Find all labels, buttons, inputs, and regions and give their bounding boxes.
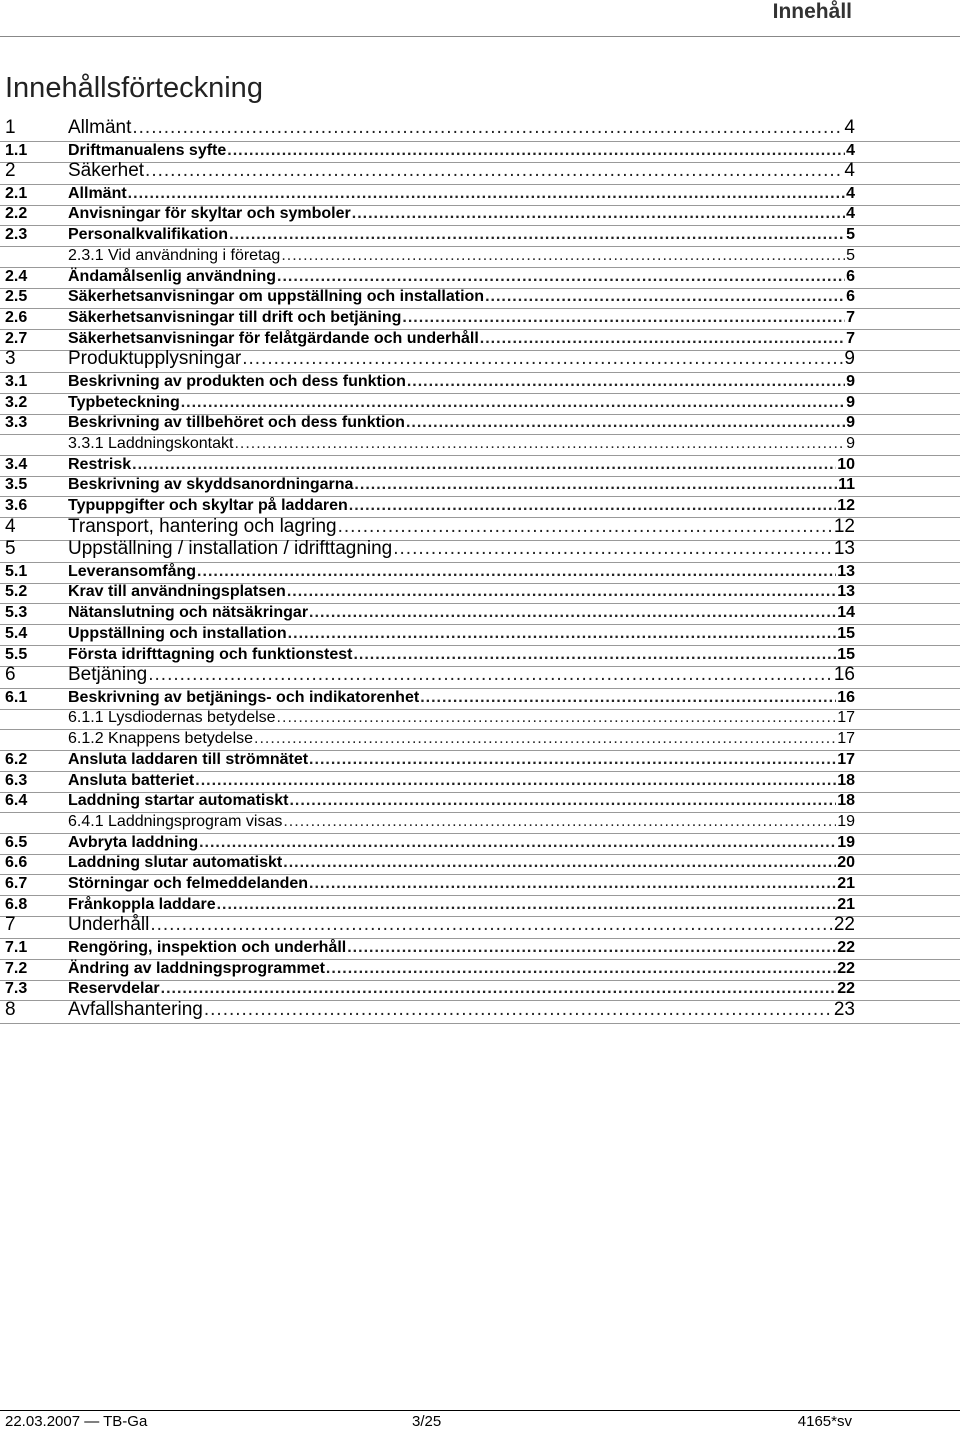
toc-entry-title: Transport, hantering och lagring: [68, 515, 337, 537]
toc-dot-leader: [309, 604, 836, 622]
toc-dot-leader: [145, 160, 843, 182]
toc-entry-body: [68, 875, 855, 893]
toc-entry-page: 10: [837, 455, 855, 473]
toc-entry-page: 4: [846, 205, 855, 223]
toc-entry-body: [68, 117, 855, 139]
toc-entry-title: Ansluta laddaren till strömnätet: [68, 750, 309, 768]
toc-entry-number: 6.5: [5, 833, 28, 851]
toc-dot-leader: [132, 456, 836, 474]
toc-dot-leader: [309, 875, 836, 893]
toc-entry-body: [68, 604, 855, 622]
toc-entry-page: 9: [844, 348, 855, 370]
toc-dot-leader: [227, 142, 845, 160]
toc-entry-page: 6: [846, 267, 855, 285]
toc-entry-page: 22: [837, 938, 855, 956]
toc-entry-number: 6.2: [5, 750, 28, 768]
toc-dot-leader: [349, 497, 836, 515]
toc-entry-number: 1.1: [5, 141, 28, 159]
toc-entry-page: 20: [837, 854, 855, 872]
toc-entry-number: 6.8: [5, 895, 28, 913]
toc-entry-number: 3: [5, 348, 16, 370]
toc-entry-page: 19: [837, 812, 855, 830]
toc-entry-title: Störningar och felmeddelanden: [68, 875, 309, 892]
toc-entry-title: Rengöring, inspektion och underhåll: [68, 938, 347, 956]
toc-entry-body: [68, 205, 855, 223]
toc-entry[interactable]: [0, 664, 960, 689]
toc-entry-number: 8: [5, 999, 16, 1020]
toc-dot-leader: [480, 330, 845, 348]
toc-entry-title: Laddning startar automatiskt: [68, 792, 289, 810]
toc-entry-number: 5.2: [5, 583, 28, 601]
toc-entry[interactable]: [0, 876, 960, 896]
toc-entry-body: [68, 834, 855, 852]
toc-entry-title: Beskrivning av skyddsanordningarna: [68, 476, 354, 494]
toc-entry-number: 3.2: [5, 393, 28, 411]
toc-entry-title: Frånkoppla laddare: [68, 895, 216, 913]
toc-entry-body: [68, 268, 855, 286]
toc-entry-page: 9: [846, 434, 855, 452]
header-divider: [0, 36, 960, 37]
toc-dot-leader: [347, 939, 836, 957]
toc-entry-page: 9: [846, 393, 855, 411]
toc-dot-leader: [406, 414, 845, 432]
toc-entry-title: Anvisningar för skyltar och symboler: [68, 205, 351, 223]
toc-entry-title: Driftmanualens syfte: [68, 141, 227, 159]
toc-entry-number: 6.7: [5, 875, 28, 892]
toc-entry-page: 4: [844, 160, 855, 182]
toc-entry-page: 4: [846, 141, 855, 159]
toc-entry-title: Leveransomfång: [68, 562, 197, 580]
toc-entry[interactable]: [0, 395, 960, 415]
toc-entry-number: 6.6: [5, 854, 28, 872]
toc-entry-page: 15: [837, 645, 855, 663]
toc-entry-number: 1: [5, 117, 16, 138]
toc-entry[interactable]: [0, 310, 960, 330]
toc-entry-page: 13: [833, 538, 855, 560]
footer-document-id: 4165*sv: [797, 1413, 852, 1430]
toc-entry-body: [68, 516, 855, 538]
footer-divider: [0, 1410, 960, 1411]
toc-entry[interactable]: [0, 731, 960, 751]
toc-entry-page: 4: [846, 184, 855, 202]
toc-entry-title: Produktupplysningar: [68, 348, 242, 370]
toc-entry-page: 7: [846, 308, 855, 326]
toc-entry-body: [68, 854, 855, 872]
toc-entry-body: [68, 309, 855, 327]
toc-entry-page: 22: [837, 959, 855, 977]
toc-entry-body: [68, 914, 855, 936]
toc-entry-body: [68, 583, 855, 601]
toc-dot-leader: [195, 772, 836, 790]
toc-entry-body: [68, 330, 855, 348]
toc-entry-body: [68, 414, 855, 432]
toc-entry[interactable]: [0, 415, 960, 435]
toc-entry[interactable]: [0, 690, 960, 710]
toc-dot-leader: [242, 348, 843, 370]
toc-entry-number: 3.5: [5, 476, 28, 494]
toc-dot-leader: [352, 205, 845, 223]
toc-entry-body: [68, 896, 855, 914]
toc-entry-title: Underhåll: [68, 914, 150, 936]
toc-dot-leader: [229, 226, 845, 244]
toc-entry-page: 18: [837, 792, 855, 810]
toc-entry-number: 3.3: [5, 414, 28, 432]
footer: [0, 1413, 960, 1431]
toc-entry-title: Nätanslutning och nätsäkringar: [68, 604, 309, 622]
toc-dot-leader: [287, 583, 836, 601]
toc-entry[interactable]: [0, 773, 960, 793]
toc-entry-body: [68, 792, 855, 810]
toc-dot-leader: [393, 538, 833, 560]
toc-entry-page: 12: [837, 497, 855, 514]
toc-entry-body: [68, 999, 855, 1021]
toc-entry-title: Uppställning / installation / idrifttagning: [68, 538, 393, 560]
toc-entry-body: [68, 563, 855, 581]
toc-entry-number: 4: [5, 515, 16, 537]
toc-entry-number: 2: [5, 160, 16, 182]
toc-entry[interactable]: [0, 584, 960, 604]
toc-entry[interactable]: [0, 206, 960, 226]
toc-entry-page: 16: [837, 688, 855, 706]
toc-dot-leader: [485, 288, 845, 306]
toc-entry-title: Beskrivning av produkten och dess funktion: [68, 372, 406, 390]
toc-dot-leader: [283, 854, 836, 872]
toc-entry-title: 6.1.1 Lysdiodernas betydelse: [68, 709, 276, 727]
toc-entry-body: [68, 288, 855, 306]
toc-entry-body: [68, 185, 855, 203]
toc-entry-page: 21: [837, 875, 855, 892]
toc-entry-body: [68, 348, 855, 370]
toc-entry-title: Allmänt: [68, 117, 132, 138]
toc-entry-number: 5.5: [5, 645, 28, 663]
toc-entry[interactable]: [0, 793, 960, 813]
toc-entry[interactable]: [0, 564, 960, 584]
toc-dot-leader: [161, 980, 837, 998]
toc-dot-leader: [281, 247, 845, 265]
toc-entry-title: Första idrifttagning och funktionstest: [68, 645, 353, 663]
toc-entry-page: 15: [837, 624, 855, 642]
toc-title: Innehållsförteckning: [5, 72, 263, 104]
toc-entry-number: 5.1: [5, 562, 28, 580]
toc-entry[interactable]: [0, 940, 960, 960]
toc-entry[interactable]: [0, 374, 960, 394]
toc-entry-number: 7: [5, 914, 16, 936]
toc-entry-body: [68, 247, 855, 265]
toc-entry-page: 12: [833, 515, 855, 537]
toc-entry-page: 21: [837, 895, 855, 913]
toc-entry[interactable]: [0, 348, 960, 373]
toc-dot-leader: [197, 563, 836, 581]
toc-entry[interactable]: [0, 538, 960, 563]
toc-entry-number: 2.6: [5, 308, 28, 326]
toc-entry-body: [68, 772, 855, 790]
toc-dot-leader: [132, 117, 843, 139]
toc-entry-title: Betjäning: [68, 664, 148, 686]
toc-entry[interactable]: [0, 835, 960, 855]
toc-dot-leader: [150, 914, 833, 936]
toc-entry-page: 23: [833, 999, 855, 1020]
toc-entry-body: [68, 226, 855, 244]
toc-entry-page: 5: [846, 246, 855, 264]
toc-entry-title: Allmänt: [68, 184, 127, 202]
toc-entry-body: [68, 939, 855, 957]
toc-entry[interactable]: [0, 289, 960, 309]
toc-entry-body: [68, 960, 855, 978]
toc-entry-body: [68, 625, 855, 643]
toc-entry-body: [68, 456, 855, 474]
toc-entry-title: Avfallshantering: [68, 999, 203, 1020]
toc-entry-body: [68, 476, 855, 494]
toc-dot-leader: [181, 394, 845, 412]
toc-entry-number: 6: [5, 664, 16, 686]
toc-entry-title: Uppställning och installation: [68, 624, 287, 642]
toc-entry-page: 13: [837, 583, 855, 601]
toc-entry[interactable]: [0, 814, 960, 834]
toc-dot-leader: [407, 373, 845, 391]
toc-entry-body: [68, 497, 855, 515]
toc-entry-title: Krav till användningsplatsen: [68, 583, 286, 601]
toc-entry-title: Restrisk: [68, 455, 132, 473]
toc-entry[interactable]: [0, 999, 960, 1024]
toc-entry-title: Personalkvalifikation: [68, 226, 229, 244]
toc-entry[interactable]: [0, 227, 960, 247]
toc-entry-body: [68, 646, 855, 664]
toc-entry-title: 2.3.1 Vid användning i företag: [68, 246, 281, 264]
toc-entry-number: 2.3: [5, 226, 28, 244]
toc-entry-body: [68, 980, 855, 998]
toc-entry-number: 2.2: [5, 205, 28, 223]
toc-entry-title: Reservdelar: [68, 980, 160, 998]
toc-entry[interactable]: [0, 457, 960, 477]
toc-entry-title: Beskrivning av betjänings- och indikatorenhet: [68, 688, 420, 706]
toc-entry-body: [68, 730, 855, 748]
toc-entry-number: 3.4: [5, 455, 28, 473]
toc-entry-page: 5: [846, 226, 855, 244]
toc-entry-number: 5.4: [5, 624, 28, 642]
toc-entry[interactable]: [0, 914, 960, 939]
toc-dot-leader: [354, 476, 837, 494]
toc-entry[interactable]: [0, 160, 960, 185]
toc-entry-number: 7.2: [5, 959, 28, 977]
toc-entry-body: [68, 664, 855, 686]
toc-entry-title: 6.4.1 Laddningsprogram visas: [68, 812, 283, 830]
toc-entry-number: 6.3: [5, 771, 28, 789]
toc-entry-page: 9: [846, 414, 855, 432]
toc-dot-leader: [234, 435, 845, 453]
toc-entry-page: 13: [837, 562, 855, 580]
toc-dot-leader: [309, 751, 836, 769]
toc-entry-page: 7: [846, 329, 855, 347]
footer-page-number: 3/25: [412, 1413, 442, 1430]
toc-entry-body: [68, 709, 855, 727]
toc-entry-number: 3.6: [5, 497, 28, 514]
toc-entry-title: Ändamålsenlig användning: [68, 267, 277, 285]
toc-entry-title: 6.1.2 Knappens betydelse: [68, 730, 254, 748]
toc-entry-body: [68, 813, 855, 831]
toc-entry-title: Typuppgifter och skyltar på laddaren: [68, 497, 348, 514]
toc-dot-leader: [326, 960, 836, 978]
toc-entry-page: 18: [837, 771, 855, 789]
toc-dot-leader: [289, 792, 836, 810]
toc-entry[interactable]: [0, 855, 960, 875]
toc-entry-body: [68, 160, 855, 182]
toc-entry-title: Säkerhetsanvisningar för felåtgärdande och underhåll: [68, 329, 479, 347]
toc-entry[interactable]: [0, 710, 960, 730]
header-section-label: Innehåll: [772, 0, 852, 23]
toc-dot-leader: [277, 709, 837, 727]
toc-dot-leader: [128, 185, 845, 203]
toc-entry-title: Säkerhet: [68, 160, 145, 182]
toc-entry-title: Säkerhetsanvisningar om uppställning och installation: [68, 288, 485, 306]
toc-entry-title: Säkerhetsanvisningar till drift och betjäning: [68, 308, 402, 326]
toc-dot-leader: [353, 646, 836, 664]
toc-entry[interactable]: [0, 605, 960, 625]
toc-entry-page: 17: [837, 730, 855, 748]
toc-entry-body: [68, 142, 855, 160]
toc-entry-body: [68, 751, 855, 769]
toc-entry[interactable]: [0, 752, 960, 772]
toc-dot-leader: [148, 664, 833, 686]
toc-entry-page: 16: [833, 664, 855, 686]
toc-entry-page: 17: [837, 750, 855, 768]
toc-entry-body: [68, 538, 855, 560]
toc-entry-title: Laddning slutar automatiskt: [68, 854, 283, 872]
toc-entry-body: [68, 689, 855, 707]
toc-entry-number: 6.1: [5, 688, 28, 706]
toc-entry[interactable]: [0, 117, 960, 142]
toc-entry-number: 3.1: [5, 372, 28, 390]
toc-entry[interactable]: [0, 436, 960, 456]
footer-date-author: 22.03.2007 — TB-Ga: [5, 1413, 148, 1430]
toc-entry-page: 19: [837, 833, 855, 851]
toc-entry-page: 6: [846, 288, 855, 306]
toc-entry-number: 2.4: [5, 267, 28, 285]
toc-dot-leader: [277, 268, 845, 286]
toc-entry-page: 4: [844, 117, 855, 138]
toc-entry[interactable]: [0, 626, 960, 646]
toc-dot-leader: [402, 309, 845, 327]
toc-entry[interactable]: [0, 186, 960, 206]
toc-entry-number: 2.7: [5, 329, 28, 347]
toc-entry-title: Avbryta laddning: [68, 833, 199, 851]
toc-entry-number: 2.1: [5, 184, 28, 202]
toc-entry-page: 17: [837, 709, 855, 727]
toc-entry-title: 3.3.1 Laddningskontakt: [68, 434, 234, 452]
toc-dot-leader: [217, 896, 837, 914]
toc-entry-page: 22: [833, 914, 855, 936]
toc-entry-title: Ansluta batteriet: [68, 771, 195, 789]
toc-entry-page: 11: [838, 476, 855, 494]
toc-entry[interactable]: [0, 477, 960, 497]
toc-entry[interactable]: [0, 269, 960, 289]
toc-entry-number: 5.3: [5, 604, 28, 622]
toc-entry-number: 6.4: [5, 792, 28, 810]
toc-entry-title: Typbeteckning: [68, 393, 180, 411]
toc-entry-page: 22: [837, 980, 855, 998]
toc-dot-leader: [283, 813, 836, 831]
toc-dot-leader: [254, 730, 836, 748]
toc-entry-page: 9: [846, 372, 855, 390]
toc-dot-leader: [420, 689, 836, 707]
toc-entry-number: 5: [5, 538, 16, 560]
toc-entry-number: 2.5: [5, 288, 28, 306]
toc-entry[interactable]: [0, 248, 960, 268]
toc-dot-leader: [204, 999, 833, 1021]
toc-entry-body: [68, 435, 855, 453]
toc-entry-title: Ändring av laddningsprogrammet: [68, 959, 325, 977]
toc-entry-title: Beskrivning av tillbehöret och dess funktion: [68, 414, 405, 432]
toc-dot-leader: [288, 625, 837, 643]
toc-entry-body: [68, 394, 855, 412]
toc-entry-number: 7.3: [5, 980, 28, 998]
toc-entry-body: [68, 373, 855, 391]
toc-entry[interactable]: [0, 961, 960, 981]
toc-entry-page: 14: [837, 604, 855, 622]
toc-dot-leader: [199, 834, 836, 852]
toc-entry-number: 7.1: [5, 938, 28, 956]
toc-dot-leader: [338, 516, 833, 538]
